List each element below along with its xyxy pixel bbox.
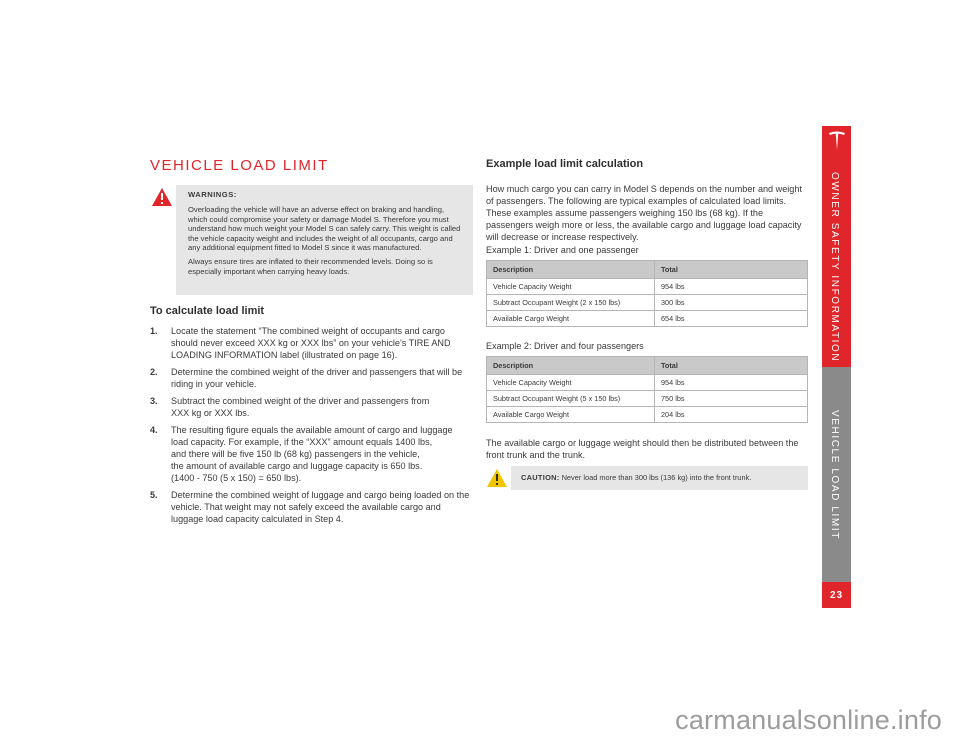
section-title: VEHICLE LOAD LIMIT	[150, 157, 329, 174]
table-row	[487, 311, 808, 327]
table-cell: 204 lbs	[655, 407, 808, 423]
table-row	[487, 391, 808, 407]
step-text: Determine the combined weight of luggage and cargo being loaded on the vehicle. That weight may not safely exceed the available cargo and luggage load capacity calculated in Step 4.	[171, 490, 470, 524]
step-number: 3.	[150, 396, 158, 406]
step-number: 2.	[150, 367, 158, 377]
table-row	[487, 295, 808, 311]
step-text: Locate the statement “The combined weight of occupants and cargo should never exceed XXX kg or XXX lbs” on your vehicle's TIRE AND LOADING INFORMATION label (illustrated on page 16).	[171, 326, 451, 360]
steps-list	[150, 325, 472, 530]
step-item	[150, 366, 472, 390]
table-row	[487, 375, 808, 391]
table-header-row	[487, 261, 808, 279]
step-number: 4.	[150, 425, 158, 435]
step-item	[150, 424, 472, 484]
table-cell: Vehicle Capacity Weight	[487, 279, 655, 295]
step-number: 5.	[150, 490, 158, 500]
table-header: Description	[487, 261, 655, 279]
example-heading: Example load limit calculation	[486, 158, 644, 170]
sidebar-chapter-label: OWNER SAFETY INFORMATION	[829, 172, 840, 363]
step-text: Determine the combined weight of the driver and passengers that will be riding in your vehicle.	[171, 367, 463, 389]
table-header-row	[487, 357, 808, 375]
calc-heading: To calculate load limit	[150, 305, 265, 317]
watermark: carmanualsonline.info	[675, 705, 942, 735]
table-cell: Subtract Occupant Weight (5 x 150 lbs)	[487, 391, 655, 407]
step-text: The resulting figure equals the available amount of cargo and luggage load capacity. For example, if the “XXX” amount equals 1400 lbs, and there will be five 150 lb (68 kg) passengers in the vehicle, the amount of available cargo and luggage capacity is 650 lbs. (1400 - 750 (5 x 150) = 650 lbs).	[171, 425, 453, 483]
table-cell: 954 lbs	[655, 279, 808, 295]
distribute-text: The available cargo or luggage weight should then be distributed between the front trunk and the trunk.	[486, 438, 799, 460]
table-cell: Subtract Occupant Weight (2 x 150 lbs)	[487, 295, 655, 311]
table-header: Total	[655, 261, 808, 279]
table-cell: Available Cargo Weight	[487, 407, 655, 423]
step-number: 1.	[150, 326, 158, 336]
table-cell: 654 lbs	[655, 311, 808, 327]
table-header: Description	[487, 357, 655, 375]
step-item	[150, 395, 472, 419]
warning-heading: WARNINGS:	[188, 190, 237, 199]
table-cell: Vehicle Capacity Weight	[487, 375, 655, 391]
warning-paragraph: Always ensure tires are inflated to their recommended levels. Doing so is especially important when carrying heavy loads.	[188, 257, 433, 276]
table-row	[487, 407, 808, 423]
table-row	[487, 279, 808, 295]
step-item	[150, 325, 472, 361]
warning-paragraph: Overloading the vehicle will have an adverse effect on braking and handling, which could compromise your safety or damage Model S. Therefore you must understand how much weight your Model S can safely carry. This weight is called the vehicle capacity weight and includes the weight of all occupants, cargo and any additional equipment fitted to Model S since it was manufactured.	[188, 205, 461, 253]
table-cell: 954 lbs	[655, 375, 808, 391]
caution-box	[511, 466, 808, 490]
caution-text: Never load more than 300 lbs (136 kg) into the front trunk.	[561, 473, 752, 482]
caution-label: CAUTION:	[521, 473, 560, 482]
table-cell: 300 lbs	[655, 295, 808, 311]
table-cell: 750 lbs	[655, 391, 808, 407]
warning-icon	[151, 187, 173, 207]
warning-box	[176, 185, 473, 295]
example2-label: Example 2: Driver and four passengers	[486, 341, 644, 351]
example1-label: Example 1: Driver and one passenger	[486, 245, 639, 255]
step-item	[150, 489, 472, 525]
example2-table	[486, 356, 808, 423]
sidebar-section-label: VEHICLE LOAD LIMIT	[829, 410, 840, 540]
step-text: Subtract the combined weight of the driver and passengers from XXX kg or XXX lbs.	[171, 396, 430, 418]
table-header: Total	[655, 357, 808, 375]
tesla-logo-icon	[828, 130, 846, 152]
intro-text: How much cargo you can carry in Model S depends on the number and weight of passengers. The following are typical examples of calculated load limits. These examples assume passengers weighing 150 lbs (68 kg). If the passengers weigh more or less, the available cargo and luggage load capacity will decrease or increase respectively.	[486, 184, 802, 242]
page-number: 23	[822, 582, 851, 608]
table-cell: Available Cargo Weight	[487, 311, 655, 327]
example1-table	[486, 260, 808, 327]
caution-icon	[486, 468, 508, 488]
